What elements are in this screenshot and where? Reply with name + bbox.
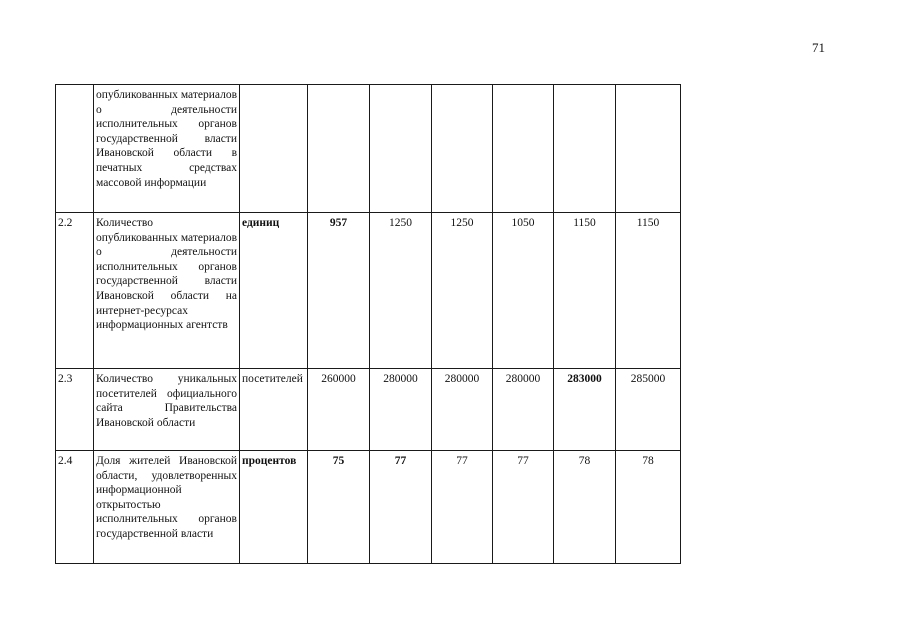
table-row [56,213,681,369]
value-cell: 1050 [493,213,554,369]
value-cell: 1250 [432,213,493,369]
row-number: 2.4 [56,451,94,564]
unit-cell: посетителей [240,369,308,451]
row-number: 2.2 [56,213,94,369]
value-cell: 1150 [616,213,681,369]
indicator-name: опубликованных материалов о деятельности исполнительных органов государственной власти Ивановской области в печатных средствах массовой информации [94,85,240,213]
value-cell [370,85,432,213]
value-cell: 75 [308,451,370,564]
row-number: 2.3 [56,369,94,451]
value-cell: 77 [493,451,554,564]
unit-cell [240,85,308,213]
value-cell [616,85,681,213]
value-cell [493,85,554,213]
value-cell: 77 [370,451,432,564]
value-cell: 260000 [308,369,370,451]
row-number [56,85,94,213]
table-row [56,451,681,564]
value-cell: 280000 [432,369,493,451]
value-cell: 283000 [554,369,616,451]
unit-cell: процентов [240,451,308,564]
value-cell: 78 [554,451,616,564]
value-cell [432,85,493,213]
value-cell: 957 [308,213,370,369]
value-cell: 78 [616,451,681,564]
indicator-name: Доля жителей Ивановской области, удовлетворенных информационной открытостью исполнительных органов государственной власти [94,451,240,564]
table-row [56,85,681,213]
value-cell [308,85,370,213]
indicator-name: Количество опубликованных материалов о деятельности исполнительных органов государственной власти Ивановской области на интернет-ресурсах информационных агентств [94,213,240,369]
value-cell [554,85,616,213]
value-cell: 1250 [370,213,432,369]
value-cell: 280000 [370,369,432,451]
table-row [56,369,681,451]
value-cell: 280000 [493,369,554,451]
indicators-table [55,84,681,564]
value-cell: 285000 [616,369,681,451]
unit-cell: единиц [240,213,308,369]
page-number: 71 [812,40,825,55]
indicator-name: Количество уникальных посетителей официального сайта Правительства Ивановской области [94,369,240,451]
value-cell: 77 [432,451,493,564]
value-cell: 1150 [554,213,616,369]
